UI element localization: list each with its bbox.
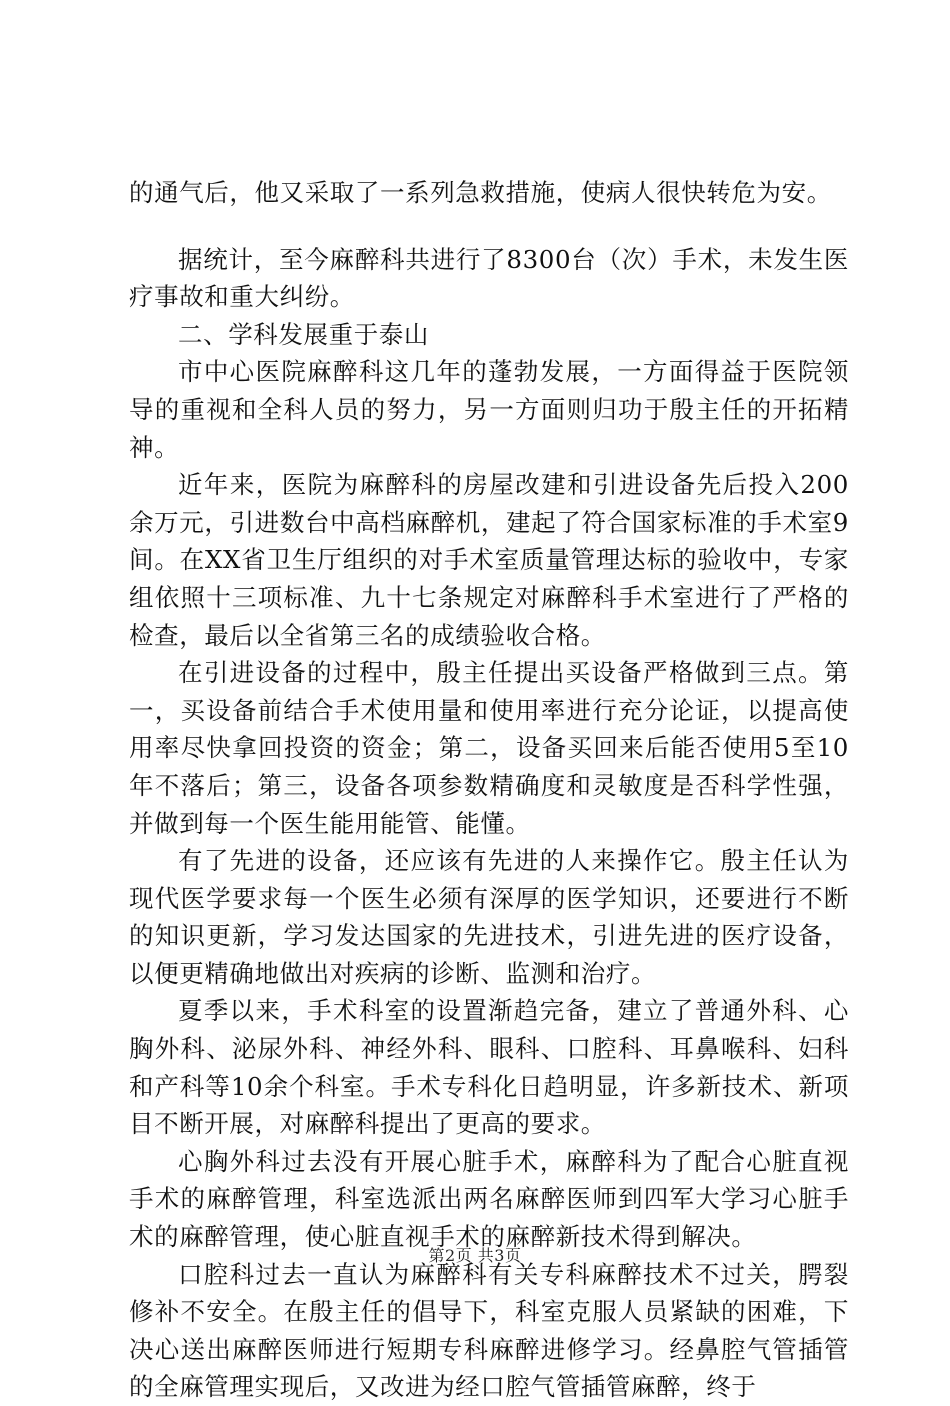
paragraph-investment: 近年来，医院为麻醉科的房屋改建和引进设备先后投入200余万元，引进数台中高档麻醉机，建起了符合国家标准的手术室9间。在XX省卫生厅组织的对手术室质量管理达标的验收中，专家组依照十三项标准、九十七条规定对麻醉科手术室进行了严格的检查，最后以全省第三名的成绩验收合格。	[129, 470, 849, 650]
paragraph-continuation: 的通气后，他又采取了一系列急救措施，使病人很快转危为安。	[129, 178, 832, 207]
document-body	[129, 174, 849, 1406]
section-heading: 二、学科发展重于泰山	[178, 319, 429, 349]
paragraph-departments: 夏季以来，手术科室的设置渐趋完备，建立了普通外科、心胸外科、泌尿外科、神经外科、眼科、口腔科、耳鼻喉科、妇科和产科等10余个科室。手术专科化日趋明显，许多新技术、新项目不断开展，对麻醉科提出了更高的要求。	[129, 996, 849, 1139]
paragraph-equipment-principles: 在引进设备的过程中，殷主任提出买设备严格做到三点。第一，买设备前结合手术使用量和使用率进行充分论证，以提高使用率尽快拿回投资的资金；第二，设备买回来后能否使用5至10年不落后；第三，设备各项参数精确度和灵敏度是否科学性强，并做到每一个医生能用能管、能懂。	[129, 658, 849, 838]
paragraph-personnel: 有了先进的设备，还应该有先进的人来操作它。殷主任认为现代医学要求每一个医生必须有深厚的医学知识，还要进行不断的知识更新，学习发达国家的先进技术，引进先进的医疗设备，以便更精确地做出对疾病的诊断、监测和治疗。	[129, 846, 849, 988]
paragraph-statistics: 据统计，至今麻醉科共进行了8300台（次）手术，未发生医疗事故和重大纠纷。	[129, 244, 849, 312]
paragraph-development: 市中心医院麻醉科这几年的蓬勃发展，一方面得益于医院领导的重视和全科人员的努力，另一方面则归功于殷主任的开拓精神。	[129, 357, 849, 462]
paragraph-stomatology: 口腔科过去一直认为麻醉科有关专科麻醉技术不过关，腭裂修补不安全。在殷主任的倡导下，科室克服人员紧缺的困难，下决心送出麻醉医师进行短期专科麻醉进修学习。经鼻腔气管插管的全麻管理实现后，又改进为经口腔气管插管麻醉，终于	[129, 1259, 849, 1402]
paragraph-cardiothoracic: 心胸外科过去没有开展心脏手术，麻醉科为了配合心脏直视手术的麻醉管理，科室选派出两名麻醉医师到四军大学习心脏手术的麻醉管理，使心脏直视手术的麻醉新技术得到解决。	[129, 1146, 849, 1252]
page-number-footer: 第2页 共3页	[428, 1246, 522, 1265]
